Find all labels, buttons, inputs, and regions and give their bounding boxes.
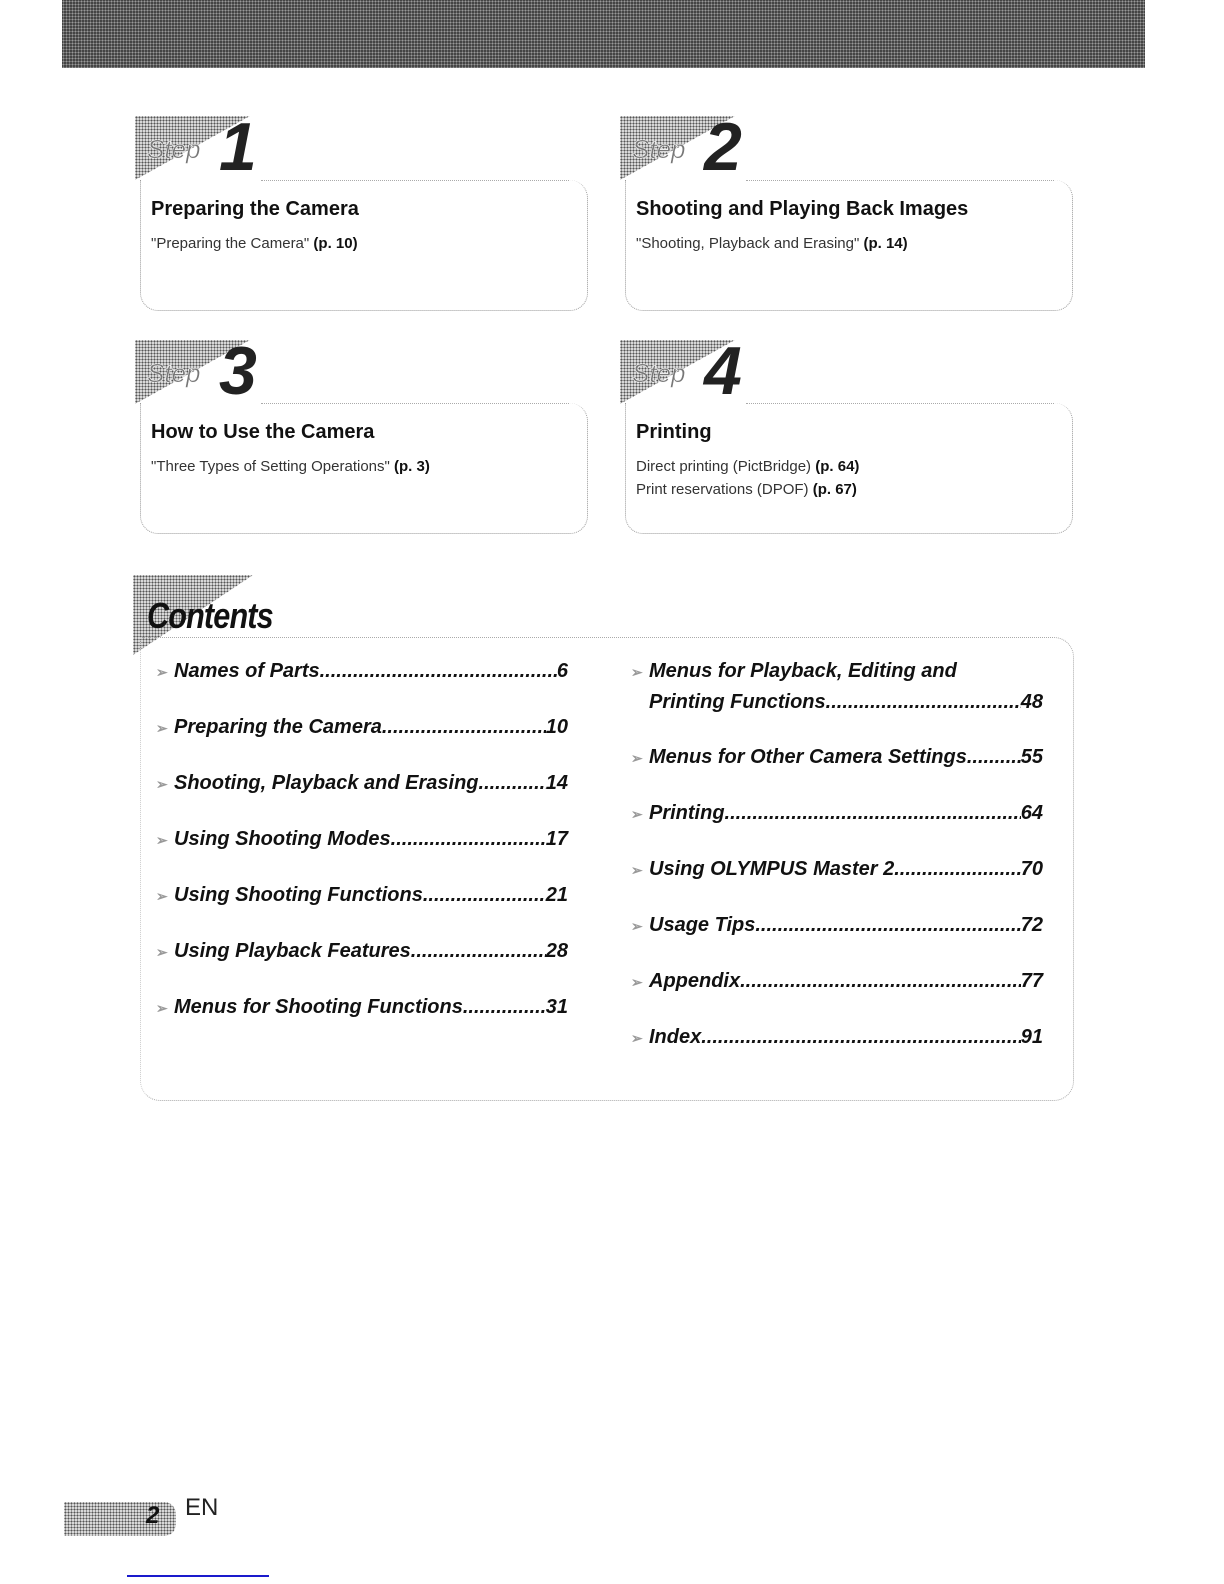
toc-label: Using Shooting Functions	[174, 884, 423, 906]
step-3-box	[140, 403, 588, 534]
toc-entry[interactable]	[631, 802, 1043, 825]
reference-text: Direct printing (PictBridge)	[636, 458, 816, 475]
toc-label: Menus for Shooting Functions	[174, 996, 463, 1018]
toc-entry[interactable]	[631, 970, 1043, 993]
toc-label: Using Playback Features	[174, 940, 411, 962]
toc-label: Usage Tips	[649, 914, 756, 936]
dot-leader	[967, 746, 1021, 769]
page-ref: (p. 10)	[313, 235, 358, 252]
step-word: Step	[632, 134, 686, 164]
toc-label: Using OLYMPUS Master 2	[649, 858, 895, 880]
reference-text: "Three Types of Setting Operations"	[151, 458, 395, 475]
arrow-icon: ➢	[156, 888, 168, 904]
step-4-box	[625, 403, 1073, 534]
step-title: Shooting and Playing Back Images	[636, 198, 969, 220]
dot-leader	[391, 828, 546, 851]
toc-label: Names of Parts	[174, 660, 320, 682]
dot-leader	[463, 996, 546, 1019]
arrow-icon: ➢	[631, 1030, 643, 1046]
toc-page: 70	[1020, 858, 1043, 880]
dot-leader	[755, 914, 1020, 937]
step-word: Step	[147, 134, 201, 164]
toc-entry[interactable]	[631, 1026, 1043, 1049]
dot-leader	[701, 1026, 1021, 1049]
link-underline	[127, 1575, 269, 1577]
arrow-icon: ➢	[631, 974, 643, 990]
toc-page: 14	[545, 772, 568, 794]
toc-entry[interactable]	[631, 914, 1043, 937]
page-ref: (p. 14)	[863, 235, 908, 252]
arrow-icon: ➢	[156, 1000, 168, 1016]
arrow-icon	[631, 695, 649, 714]
toc-entry[interactable]	[156, 716, 568, 739]
reference-text: "Shooting, Playback and Erasing"	[636, 235, 864, 252]
step-title: Printing	[636, 421, 712, 443]
arrow-icon: ➢	[156, 944, 168, 960]
step-word: Step	[147, 358, 201, 388]
language-code: EN	[185, 1494, 219, 1521]
header-bar	[62, 0, 1145, 68]
step-title: Preparing the Camera	[151, 198, 359, 220]
dot-leader	[411, 940, 546, 963]
step-number: 4	[704, 333, 742, 409]
toc-page: 21	[545, 884, 568, 906]
step-number: 1	[219, 109, 257, 185]
toc-label: Printing	[649, 802, 725, 824]
page-ref: (p. 67)	[812, 481, 857, 498]
toc-entry[interactable]	[631, 660, 1043, 683]
arrow-icon: ➢	[156, 720, 168, 736]
dot-leader	[320, 660, 557, 683]
toc-entry[interactable]	[156, 940, 568, 963]
toc-entry[interactable]	[156, 660, 568, 683]
toc-label: Index	[649, 1026, 702, 1048]
toc-page: 10	[545, 716, 568, 738]
dot-leader	[894, 858, 1021, 881]
reference-text: "Preparing the Camera"	[151, 235, 314, 252]
toc-page: 17	[545, 828, 568, 850]
contents-title: Contents	[147, 595, 273, 636]
toc-entry[interactable]	[156, 996, 568, 1019]
step-1-box	[140, 180, 588, 311]
step-title: How to Use the Camera	[151, 421, 375, 443]
step-reference[interactable]	[636, 232, 908, 255]
step-word: Step	[632, 358, 686, 388]
step-description	[151, 455, 430, 478]
reference-text: Print reservations (DPOF)	[636, 481, 813, 498]
page-ref: (p. 64)	[815, 458, 860, 475]
step-number: 3	[219, 333, 257, 409]
step-3-label	[135, 333, 265, 409]
toc-entry[interactable]	[156, 884, 568, 907]
arrow-icon: ➢	[631, 918, 643, 934]
page-ref: (p. 3)	[394, 458, 430, 475]
toc-label: Preparing the Camera	[174, 716, 382, 738]
step-description	[636, 232, 908, 255]
step-reference[interactable]	[636, 455, 859, 478]
step-reference[interactable]	[151, 232, 358, 255]
toc-label: Appendix	[649, 970, 741, 992]
toc-entry[interactable]	[631, 746, 1043, 769]
step-reference[interactable]	[636, 478, 859, 501]
arrow-icon: ➢	[631, 664, 643, 680]
toc-page: 48	[1020, 691, 1043, 713]
toc-entry[interactable]	[156, 772, 568, 795]
arrow-icon: ➢	[156, 776, 168, 792]
step-1-label	[135, 109, 265, 185]
arrow-icon: ➢	[156, 832, 168, 848]
dot-leader	[382, 716, 546, 739]
dot-leader	[740, 970, 1021, 993]
toc-label: Menus for Playback, Editing and	[649, 660, 957, 682]
toc-page: 28	[545, 940, 568, 962]
toc-page: 6	[556, 660, 568, 682]
step-2-label	[620, 109, 750, 185]
toc-page: 55	[1020, 746, 1043, 768]
step-4-label	[620, 333, 750, 409]
step-2-box	[625, 180, 1073, 311]
step-number: 2	[704, 109, 742, 185]
arrow-icon: ➢	[631, 806, 643, 822]
page-number: 2	[146, 1502, 160, 1529]
toc-label: Menus for Other Camera Settings	[649, 746, 967, 768]
step-description	[151, 232, 358, 255]
toc-entry[interactable]	[156, 828, 568, 851]
dot-leader	[423, 884, 546, 907]
arrow-icon: ➢	[631, 750, 643, 766]
toc-page: 91	[1020, 1026, 1043, 1048]
dot-leader	[725, 802, 1021, 825]
toc-page: 31	[545, 996, 568, 1018]
arrow-icon: ➢	[631, 862, 643, 878]
toc-entry[interactable]	[631, 691, 1043, 714]
toc-page: 72	[1020, 914, 1043, 936]
toc-page: 77	[1020, 970, 1043, 992]
toc-label: Using Shooting Modes	[174, 828, 391, 850]
toc-label: Shooting, Playback and Erasing	[174, 772, 479, 794]
step-description	[636, 455, 859, 501]
dot-leader	[479, 772, 546, 795]
step-reference[interactable]	[151, 455, 430, 478]
toc-page: 64	[1020, 802, 1043, 824]
arrow-icon: ➢	[156, 664, 168, 680]
toc-label: Printing Functions	[649, 691, 826, 713]
dot-leader	[826, 691, 1021, 714]
toc-entry[interactable]	[631, 858, 1043, 881]
